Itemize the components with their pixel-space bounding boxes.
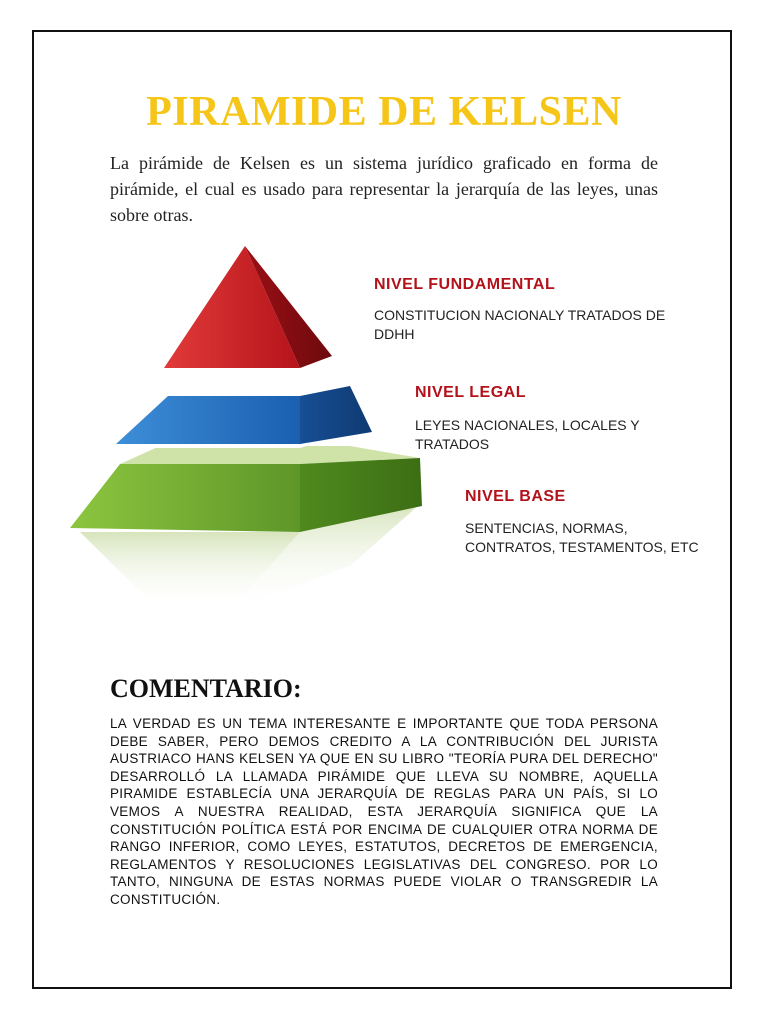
comment-body: LA VERDAD ES UN TEMA INTERESANTE E IMPORTANTE QUE TODA PERSONA DEBE SABER, PERO DEMOS CREDITO A LA CONTRIBUCIÓN DEL JURISTA AUSTRIACO HANS KELSEN YA QUE EN SU LIBRO "TEORÍA PURA DEL DERECHO" DESARROLLÓ LA LLAMADA PIRÁMIDE QUE LLEVA SU NOMBRE, AQUELLA PIRAMIDE ESTABLECÍA UNA JERARQUÍA DE REGLAS PARA UN PAÍS, SI LO VEMOS A NUESTRA REALIDAD, ESTA JERARQUÍA SIGNIFICA QUE LA CONSTITUCIÓN POLÍTICA ESTÁ POR ENCIMA DE CUALQUIER OTRA NORMA DE RANGO INFERIOR, COMO LEYES, ESTATUTOS, DECRETOS DE EMERGENCIA, REGLAMENTOS Y RESOLUCIONES LEGISLATIVAS DEL CONGRESO. POR LO TANTO, NINGUNA DE ESTAS NORMAS PUEDE VIOLAR O TRANSGREDIR LA CONSTITUCIÓN. xyxy=(110,716,658,907)
pyramid-level-fundamental xyxy=(160,246,332,370)
level-base-description: SENTENCIAS, NORMAS, CONTRATOS, TESTAMENTOS, ETC xyxy=(465,520,699,555)
level-fundamental-description: CONSTITUCION NACIONALY TRATADOS DE DDHH xyxy=(374,307,666,342)
intro-paragraph: La pirámide de Kelsen es un sistema jurídico graficado en forma de pirámide, el cual es usado para representar la jerarquía de las leyes, unas sobre otras. xyxy=(110,153,658,225)
level-fundamental-title: NIVEL FUNDAMENTAL xyxy=(374,276,556,293)
pyramid-level-legal xyxy=(116,386,372,448)
level-legal-description: LEYES NACIONALES, LOCALES Y TRATADOS xyxy=(415,417,640,452)
comment-heading: COMENTARIO: xyxy=(110,674,302,703)
page-title: PIRAMIDE DE KELSEN xyxy=(146,89,622,135)
level-legal-title: NIVEL LEGAL xyxy=(415,384,526,401)
level-base-title: NIVEL BASE xyxy=(465,488,566,505)
